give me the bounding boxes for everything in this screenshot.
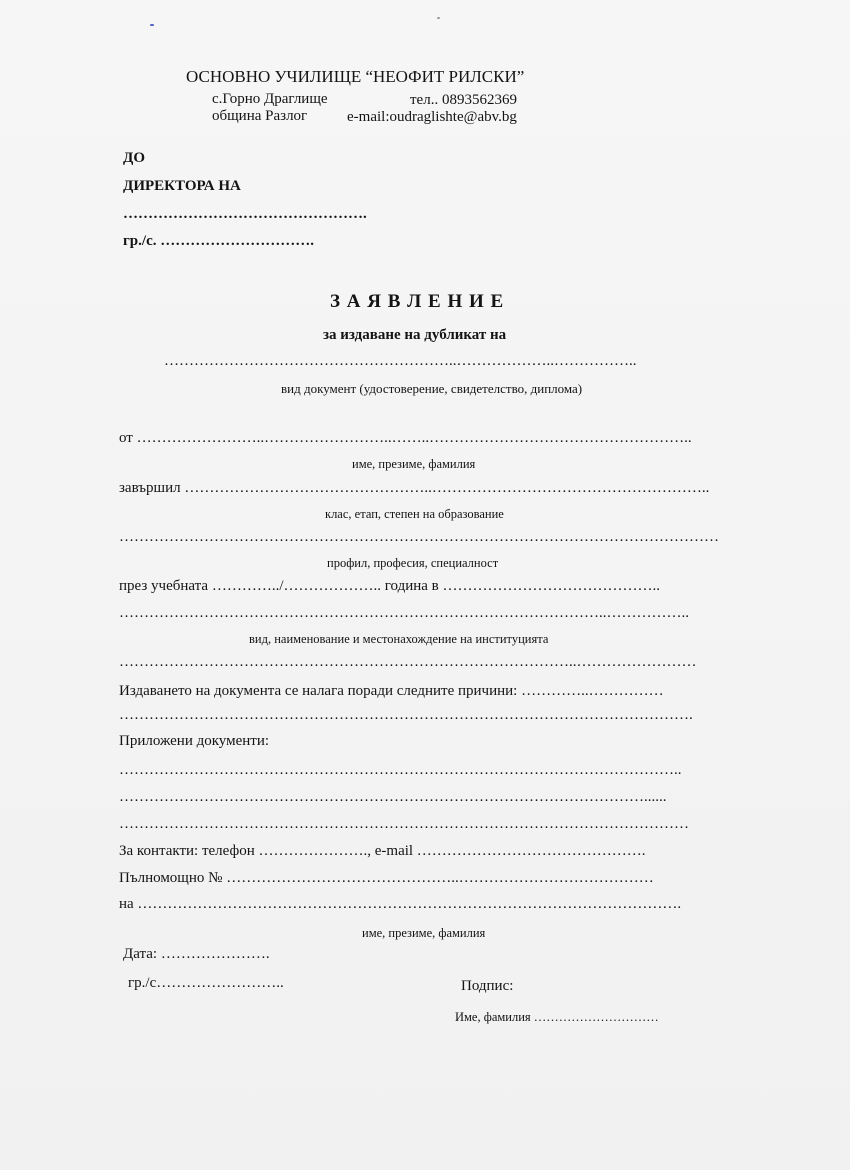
attached-line-3: …………………………………………………………………………………………………… [119, 816, 689, 832]
document-type-line: …………………………………………………..………………..…………….. [164, 353, 637, 369]
document-title: З А Я В Л Е Н И Е [330, 291, 505, 312]
profile-line: ………………………………………………………………………………………………………… [119, 529, 719, 545]
reasons-line-2: ……………………………………………………………………………………………………. [119, 707, 693, 723]
ink-speck [150, 24, 154, 26]
school-name: ОСНОВНО УЧИЛИЩЕ “НЕОФИТ РИЛСКИ” [186, 67, 525, 86]
completed-line: завършил …………………………………………..……………………………………………….. [119, 480, 710, 496]
addressee-city-line: гр./с. …………………………. [123, 233, 314, 249]
addressee-to: ДО [123, 150, 145, 166]
school-village: с.Горно Драглище [212, 91, 328, 107]
institution-line: ……………………………………………………………………………………..…………….. [119, 605, 689, 621]
addressee-director: ДИРЕКТОРА НА [123, 178, 241, 194]
reasons-line: Издаването на документа се налага поради следните причини: …………..…………… [119, 683, 664, 699]
proxy-number-line: Пълномощно № ………………………………………..………………………………… [119, 870, 654, 886]
completed-caption: клас, етап, степен на образование [325, 507, 504, 521]
proxy-holder-line: на ………………………………………………………………………………………………. [119, 896, 682, 912]
footer-city-line: гр./с…………………….. [128, 975, 284, 991]
addressee-name-line: …………………………………………. [123, 206, 367, 222]
school-phone: тел.. 0893562369 [410, 92, 517, 108]
profile-caption: профил, професия, специалност [327, 556, 499, 570]
date-line: Дата: …………………. [123, 946, 270, 962]
school-email: e-mail:oudraglishte@abv.bg [347, 109, 517, 125]
ink-speck [437, 17, 440, 19]
institution-line-2: ………………………………………………………………………………..…………………… [119, 654, 697, 670]
signature-name-line: Име, фамилия ………………………… [455, 1010, 659, 1024]
signature-label: Подпис: [461, 978, 514, 994]
contacts-line: За контакти: телефон …………………., e-mail ………………………………………. [119, 843, 646, 859]
document-subtitle: за издаване на дубликат на [323, 327, 507, 343]
attached-line-1: ………………………………………………………………………………………………….. [119, 762, 682, 778]
school-municipality: община Разлог [212, 108, 308, 124]
institution-caption: вид, наименование и местонахождение на институцията [249, 632, 549, 646]
school-year-line: през учебната …………../……………….. година в …………………………………….. [119, 578, 661, 594]
attached-line-2: ……………………………………………………………………………………………...... [119, 789, 667, 805]
attached-documents-label: Приложени документи: [119, 733, 270, 749]
document-type-caption: вид документ (удостоверение, свидетелство, диплома) [281, 381, 583, 396]
from-caption: име, презиме, фамилия [352, 457, 476, 471]
proxy-holder-caption: име, презиме, фамилия [362, 926, 486, 940]
from-line: от ……………………..……………………..……..…………………………………………….. [119, 430, 692, 446]
